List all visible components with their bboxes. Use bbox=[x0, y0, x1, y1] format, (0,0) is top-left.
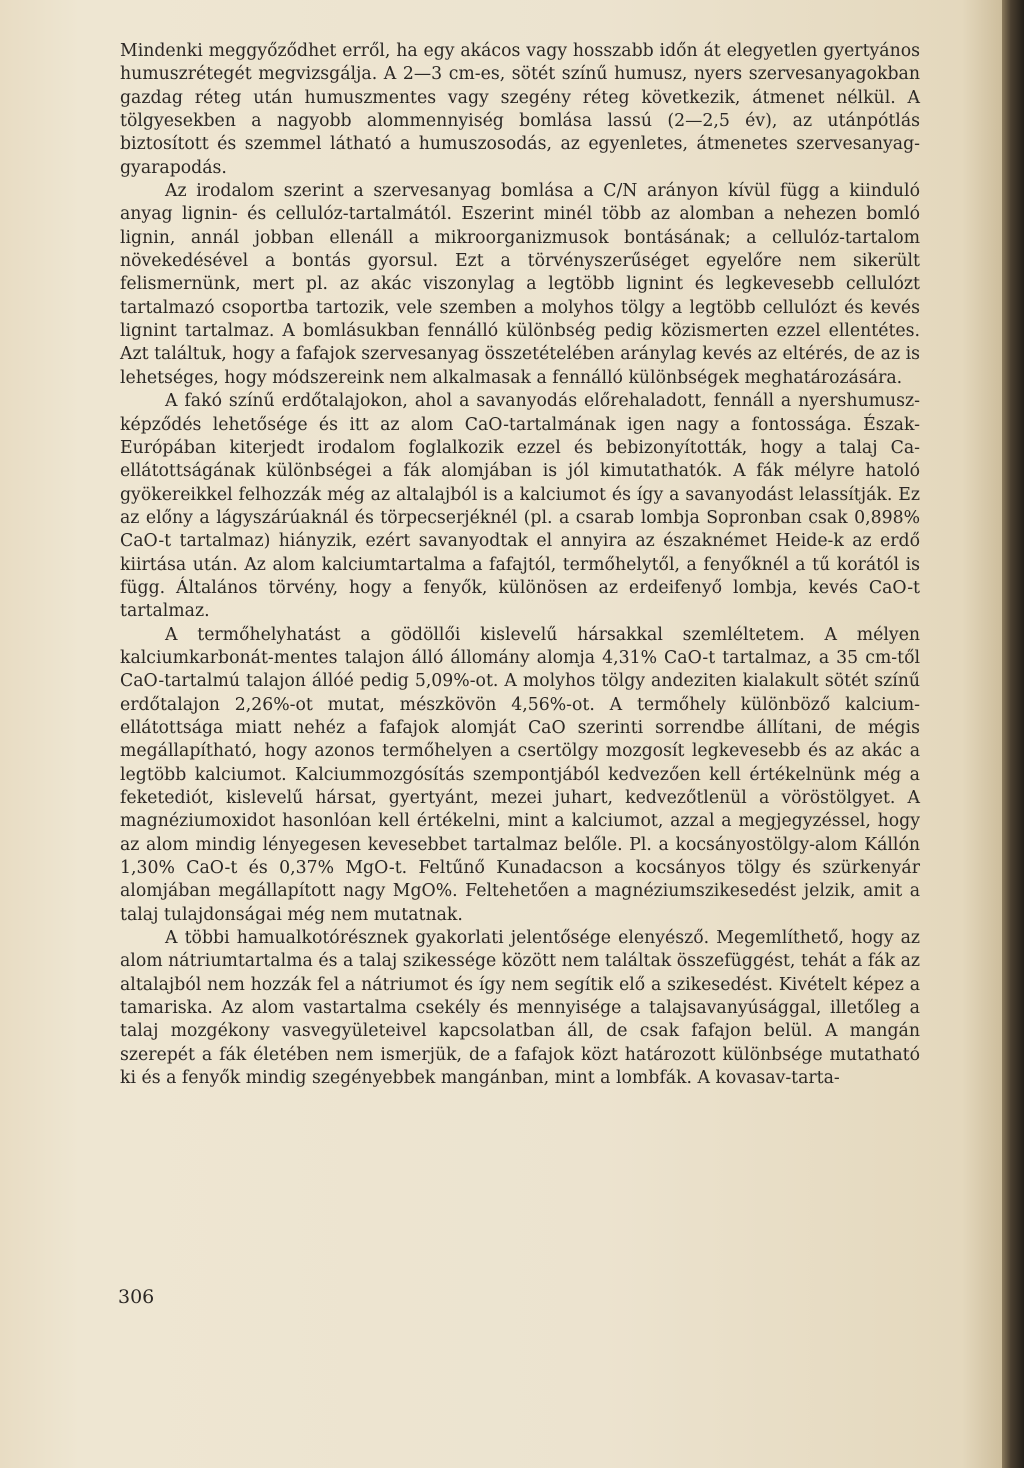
paragraph-5: A többi hamualkotórésznek gyakorlati jelentősége elenyésző. Megemlíthető, hogy az alom nátriumtartalma és a talaj szikessége között nem találtak összefüggést, tehát a fák az altalajból nem hozzák fel a nátriumot és így nem segítik elő a szikesedést. Kivételt képez a tamariska. Az alom vastartalma csekély és mennyisége a talajsavanyúsággal, illetőleg a talaj mozgékony vasvegyületeivel kapcsolatban áll, de csak fafajon belül. A mangán szerepét a fák életében nem ismerjük, de a fafajok közt határozott különbsége mutatható ki és a fenyők mindig szegényebbek mangánban, mint a lombfák. A kovasav-tarta- bbox=[120, 928, 920, 1089]
paragraph-2: Az irodalom szerint a szervesanyag bomlása a C/N arányon kívül függ a kiinduló anyag lignin- és cellulóz-tartalmától. Eszerint minél több az alomban a nehezen bomló lignin, annál jobban ellenáll a mikroorganizmusok bontásának; a cellulóz-tartalom növekedésével a bontás gyorsul. Ezt a törvényszerűséget egyelőre nem sikerült felismernünk, mert pl. az akác viszonylag a legtöbb lignint és legkevesebb cellulózt tartalmazó csoportba tartozik, vele szemben a molyhos tölgy a legtöbb cellulózt és kevés lignint tartalmaz. A bomlásukban fennálló különbség pedig közismerten ezzel ellentétes. Azt találtuk, hogy a fafajok szervesanyag összetételében aránylag kevés az eltérés, de az is lehetséges, hogy módszereink nem alkalmasak a fennálló különbségek meghatározására. bbox=[120, 181, 920, 388]
paragraph-3: A fakó színű erdőtalajokon, ahol a savanyodás előrehaladott, fennáll a nyershumusz-képződés lehetősége és itt az alom CaO-tartalmának igen nagy a fontossága. Észak-Európában kiterjedt irodalom foglalkozik ezzel és bebizonyították, hogy a talaj Ca-ellátottságának különbségei a fák alomjában is jól kimutathatók. A fák mélyre hatoló gyökereikkel felhozzák még az altalajból is a kalciumot és így a savanyodást lelassítják. Ez az előny a lágyszárúaknál és törpecserjéknél (pl. a csarab lombja Sopronban csak 0,898% CaO-t tartalmaz) hiányzik, ezért savanyodtak el annyira az északnémet Heide-k az erdő kiirtása után. Az alom kalciumtartalma a fafajtól, termőhelytől, a fenyőknél a tű korától is függ. Általános törvény, hogy a fenyők, különösen az erdeifenyő lombja, kevés CaO-t tartalmaz. bbox=[120, 391, 920, 622]
paragraph-1: Mindenki meggyőződhet erről, ha egy akácos vagy hosszabb időn át elegyetlen gyertyános humuszrétegét megvizsgálja. A 2—3 cm-es, sötét színű humusz, nyers szervesanyagokban gazdag réteg után humuszmentes vagy szegény réteg következik, átmenet nélkül. A tölgyesekben a nagyobb alommennyiség bomlása lassú (2—2,5 év), az utánpótlás biztosított és szemmel látható a humuszosodás, az egyenletes, átmenetes szervesanyag-gyarapodás. bbox=[120, 41, 920, 178]
page-number: 306 bbox=[118, 1286, 155, 1308]
body-text bbox=[120, 40, 920, 1090]
book-spine-edge bbox=[1002, 0, 1024, 1468]
paragraph-4: A termőhelyhatást a gödöllői kislevelű hársakkal szemléltetem. A mélyen kalciumkarbonát-mentes talajon álló állomány alomja 4,31% CaO-t tartalmaz, a 35 cm-től CaO-tartalmú talajon állóé pedig 5,09%-ot. A molyhos tölgy andeziten kialakult sötét színű erdőtalajon 2,26%-ot mutat, mészkövön 4,56%-ot. A termőhely különböző kalcium-ellátottsága miatt nehéz a fafajok alomját CaO szerinti sorrendbe állítani, de mégis megállapítható, hogy azonos termőhelyen a csertölgy mozgosít legkevesebb és az akác a legtöbb kalciumot. Kalciummozgósítás szempontjából kedvezően kell értékelnünk még a feketediót, kislevelű hársat, gyertyánt, mezei juhart, kedvezőtlenül a vöröstölgyet. A magnéziumoxidot hasonlóan kell értékelni, mint a kalciumot, azzal a megjegyzéssel, hogy az alom mindig lényegesen kevesebbet tartalmaz belőle. Pl. a kocsányostölgy-alom Kállón 1,30% CaO-t és 0,37% MgO-t. Feltűnő Kunadacson a kocsányos tölgy és szürkenyár alomjában megállapított nagy MgO%. Feltehetően a magnéziumszikesedést jelzik, amit a talaj tulajdonságai még nem mutatnak. bbox=[120, 624, 920, 925]
